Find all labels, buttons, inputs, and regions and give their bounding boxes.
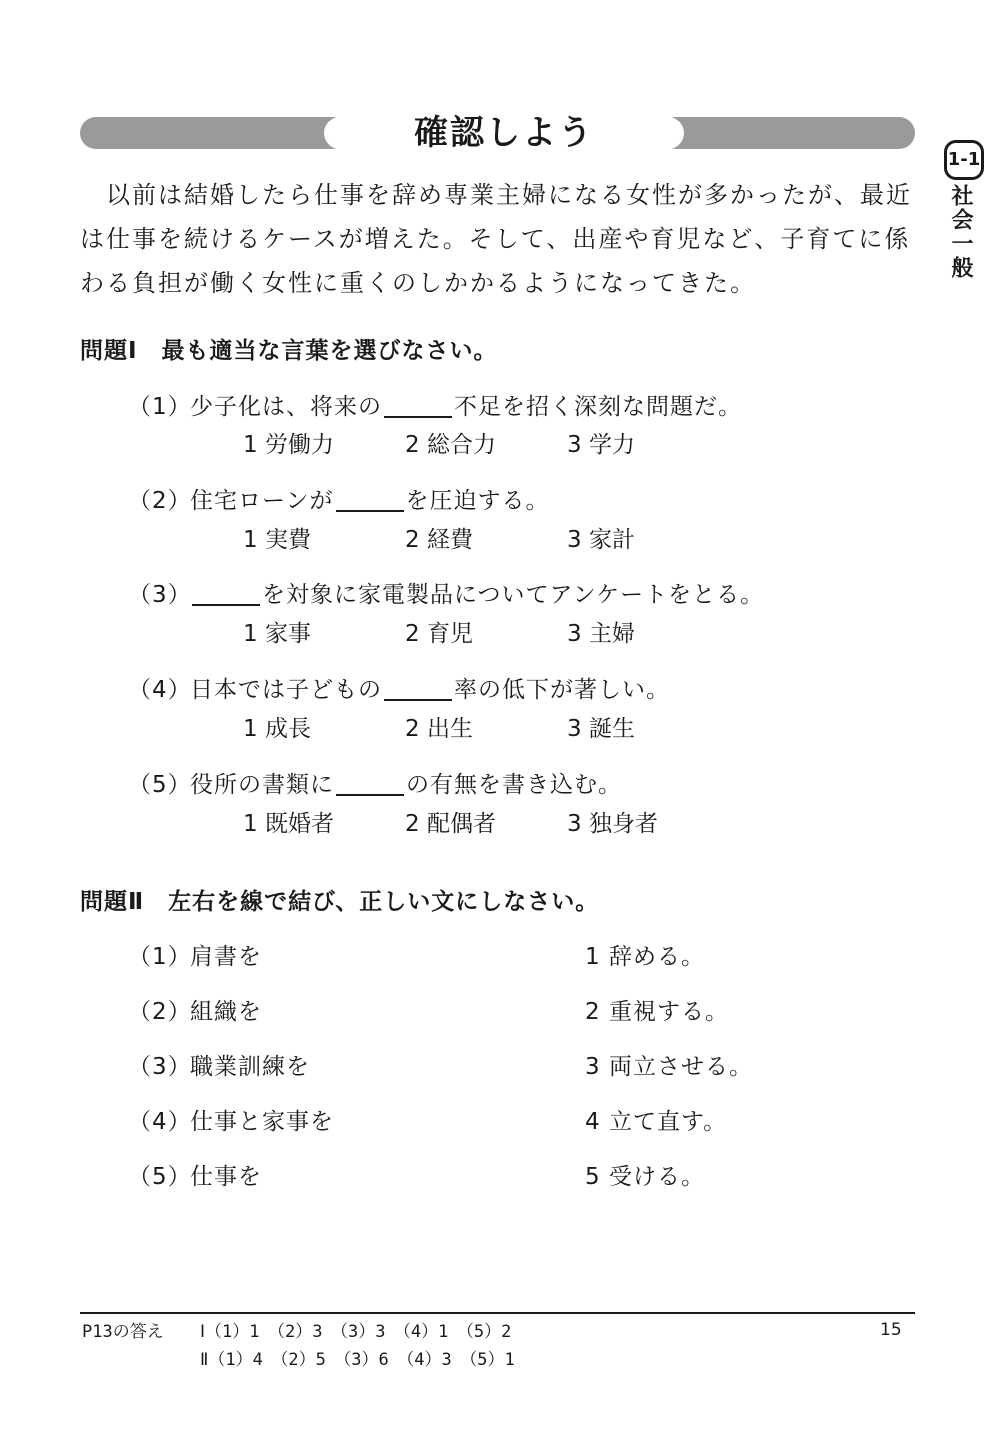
q1-item-4-before: 日本では子どもの (190, 677, 382, 703)
q2-left-1 (128, 942, 262, 972)
q1-item-5-choice-1: 1 既婚者 (243, 811, 334, 837)
blank-line (336, 794, 404, 796)
q2-left-5-num: （5） (128, 1164, 192, 1190)
blank-line (384, 699, 452, 701)
section-badge: 1-1 (944, 140, 984, 180)
q1-item-1-choice-3: 3 学力 (567, 432, 635, 458)
footer-answers-row-2: Ⅱ（1）4 （2）5 （3）6 （4）3 （5）1 (200, 1350, 515, 1370)
q2-heading: 問題Ⅱ 左右を線で結び、正しい文にしなさい。 (80, 889, 600, 915)
q1-heading: 問題Ⅰ 最も適当な言葉を選びなさい。 (80, 338, 498, 364)
title-banner-left (80, 117, 348, 149)
q1-item-4-choice-1: 1 成長 (243, 716, 311, 742)
q1-item-2-after: を圧迫する。 (405, 488, 550, 514)
q2-left-3-text: 職業訓練を (190, 1054, 310, 1080)
q1-item-5-choice-3: 3 独身者 (567, 811, 658, 837)
footer-answers-label: P13の答え (82, 1322, 164, 1342)
intro-paragraph: 以前は結婚したら仕事を辞め専業主婦になる女性が多かったが、最近は仕事を続けるケースが増えた。そして、出産や育児など、子育てに係わる負担が働く女性に重くのしかかるようになってきた。 (80, 181, 912, 297)
q1-item-5-choice-2: 2 配偶者 (405, 811, 496, 837)
page-number: 15 (880, 1320, 902, 1340)
footer-divider (80, 1312, 915, 1314)
blank-line (384, 416, 452, 418)
q2-left-4-text: 仕事と家事を (190, 1109, 334, 1135)
q2-left-1-text: 肩書を (190, 944, 262, 970)
q2-left-2-text: 組織を (190, 999, 262, 1025)
q2-right-4: 4 立て直す。 (585, 1109, 728, 1135)
q1-item-5-before: 役所の書類に (190, 772, 334, 798)
q1-item-4-after: 率の低下が著しい。 (454, 677, 670, 703)
q1-item-4 (128, 675, 670, 705)
q2-left-1-num: （1） (128, 944, 192, 970)
q1-item-3-num: （3） (128, 582, 192, 608)
q1-item-3-choice-1: 1 家事 (243, 621, 311, 647)
q2-left-3 (128, 1052, 310, 1082)
q2-right-3: 3 両立させる。 (585, 1054, 753, 1080)
footer-answers-row-1: Ⅰ（1）1 （2）3 （3）3 （4）1 （5）2 (200, 1322, 512, 1342)
q1-item-5-num: （5） (128, 772, 192, 798)
q1-item-1-choice-1: 1 労働力 (243, 432, 334, 458)
q1-item-3-after: を対象に家電製品についてアンケートをとる。 (262, 582, 765, 608)
q1-item-1-after: 不足を招く深刻な問題だ。 (454, 394, 742, 420)
title-banner-right (660, 117, 915, 149)
q2-right-2: 2 重視する。 (585, 999, 729, 1025)
q1-item-4-choice-3: 3 誕生 (567, 716, 635, 742)
q1-item-2 (128, 486, 550, 516)
q1-item-1-num: （1） (128, 394, 192, 420)
q2-left-5 (128, 1162, 262, 1192)
q1-item-1-before: 少子化は、将来の (190, 394, 382, 420)
q1-item-2-num: （2） (128, 488, 192, 514)
q2-left-2-num: （2） (128, 999, 192, 1025)
q1-item-5 (128, 770, 622, 800)
q1-item-2-choice-1: 1 実費 (243, 527, 311, 553)
q2-left-3-num: （3） (128, 1054, 192, 1080)
q2-right-5: 5 受ける。 (585, 1164, 705, 1190)
q1-item-2-before: 住宅ローンが (190, 488, 334, 514)
page-title: 確認しよう (414, 113, 594, 153)
q2-left-5-text: 仕事を (190, 1164, 262, 1190)
blank-line (336, 510, 404, 512)
q1-item-1 (128, 392, 742, 422)
q1-item-2-choice-2: 2 経費 (405, 527, 473, 553)
q1-item-1-choice-2: 2 総合力 (405, 432, 496, 458)
q1-item-3 (128, 580, 764, 610)
q2-left-4 (128, 1107, 334, 1137)
q1-item-3-choice-3: 3 主婦 (567, 621, 635, 647)
section-category: 社会一般 (948, 184, 973, 280)
q1-item-5-after: の有無を書き込む。 (406, 772, 622, 798)
q2-left-2 (128, 997, 262, 1027)
q2-right-1: 1 辞める。 (585, 944, 705, 970)
blank-line (192, 604, 260, 606)
q1-item-2-choice-3: 3 家計 (567, 527, 635, 553)
q2-left-4-num: （4） (128, 1109, 192, 1135)
q1-item-4-num: （4） (128, 677, 192, 703)
q1-item-4-choice-2: 2 出生 (405, 716, 473, 742)
q1-item-3-choice-2: 2 育児 (405, 621, 473, 647)
